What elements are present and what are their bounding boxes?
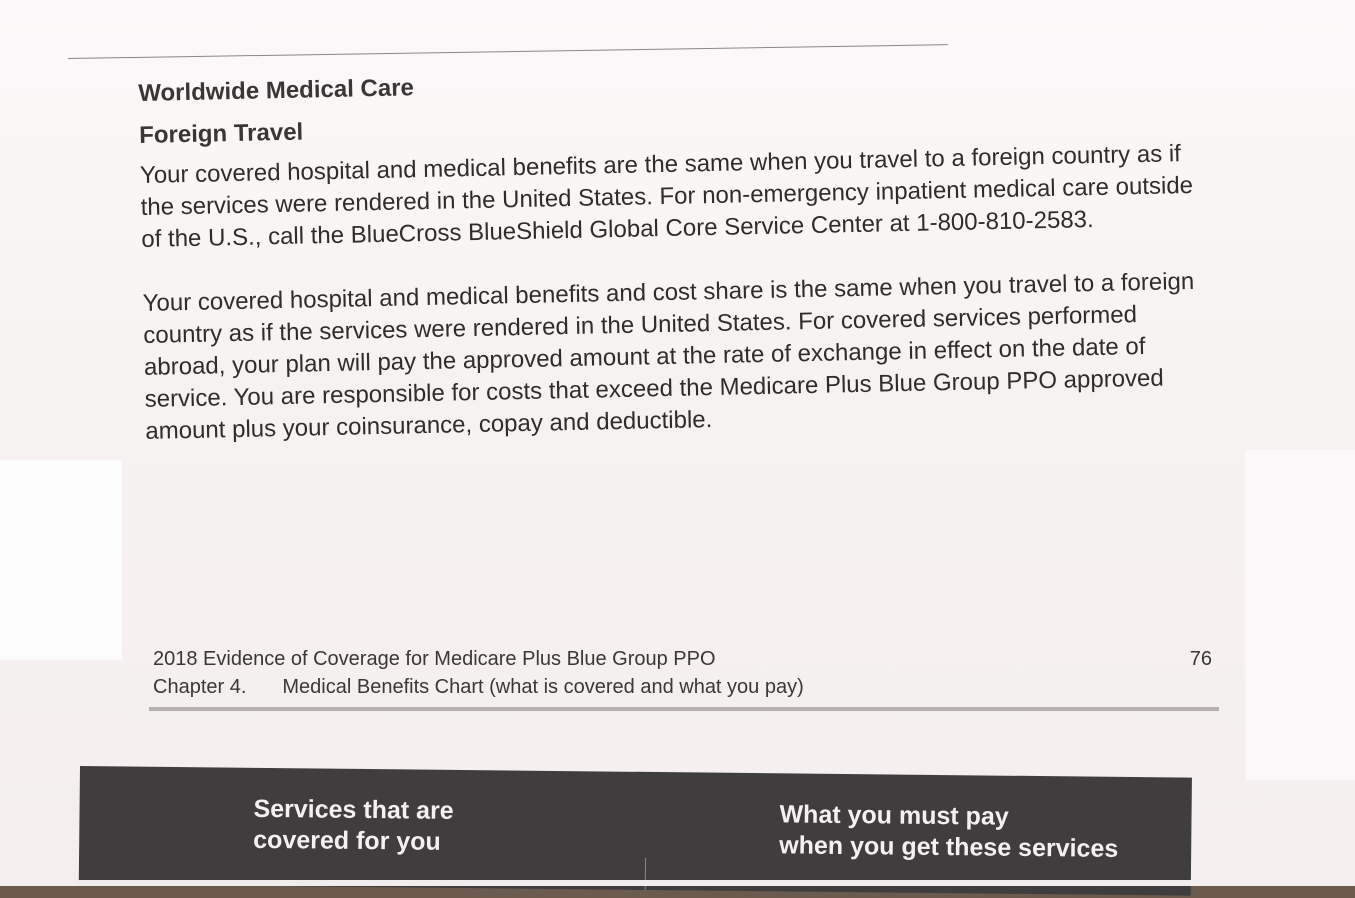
benefits-table-header	[79, 766, 1192, 896]
content-block	[138, 57, 1236, 480]
paper-background-patch	[1245, 450, 1355, 780]
sub-title: Foreign Travel	[138, 118, 304, 149]
footer-divider	[149, 707, 1219, 711]
top-divider	[68, 44, 948, 59]
footer-chapter-row	[153, 673, 1218, 701]
table-body-edge	[78, 880, 1194, 886]
footer-document-title: 2018 Evidence of Coverage for Medicare Plus Blue Group PPO	[153, 648, 716, 670]
page-number: 76	[1189, 648, 1212, 670]
column-header-services: Services that are covered for you	[253, 794, 454, 856]
paragraph-2: Your covered hospital and medical benefits and cost share is the same when you travel to a foreign country as if the services were rendered in the United States. For covered services performed abroad, your plan will pay the approved amount at the rate of exchange in effect on the date of service. You are responsible for costs that exceed the Medicare Plus Blue Group PPO approved amount plus your coinsurance, copay and deductible.	[142, 267, 1195, 445]
section-title: Worldwide Medical Care	[138, 74, 415, 107]
footer-chapter-label: Chapter 4.	[153, 676, 247, 698]
column-header-payment: What you must pay when you get these services	[779, 800, 1119, 863]
footer-chapter-title: Medical Benefits Chart (what is covered and what you pay)	[282, 676, 804, 698]
footer-title-row	[153, 645, 1218, 673]
paragraph-1: Your covered hospital and medical benefits are the same when you travel to a foreign country as if the services were rendered in the United States. For non-emergency inpatient medical care outside of the U.S., call the BlueCross BlueShield Global Core Service Center at 1-800-810-2583.	[139, 140, 1194, 253]
page-footer	[153, 645, 1218, 711]
paper-background-patch	[0, 460, 122, 660]
